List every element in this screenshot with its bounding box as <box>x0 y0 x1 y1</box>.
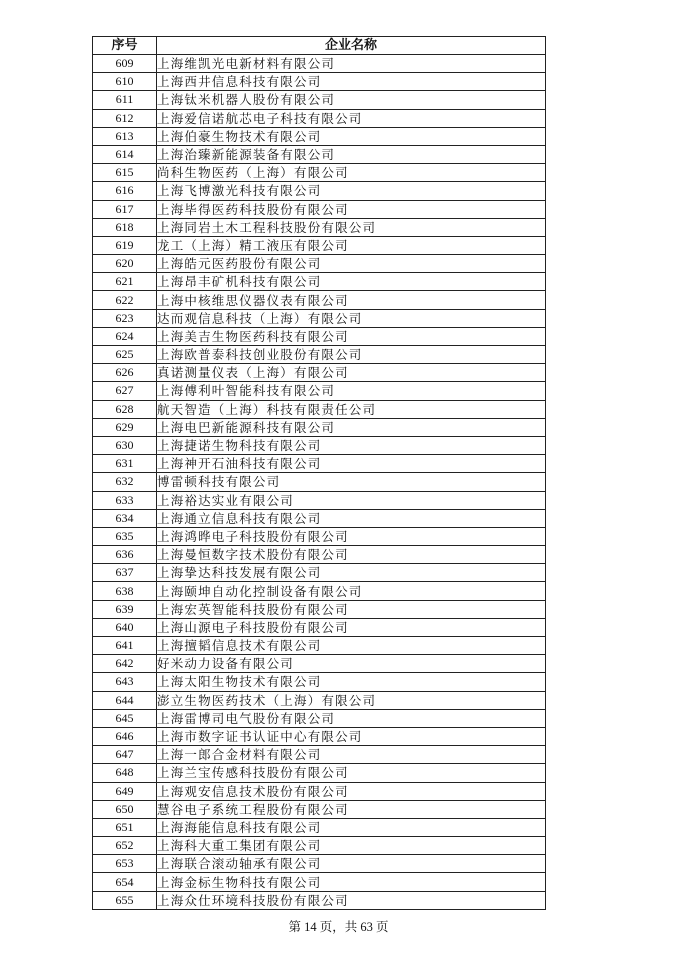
table-row <box>93 164 546 182</box>
table-row <box>93 873 546 891</box>
company-table <box>92 36 546 910</box>
row-index: 633 <box>93 491 157 509</box>
row-company-name: 上海擅韬信息技术有限公司 <box>157 637 546 655</box>
row-index: 625 <box>93 346 157 364</box>
row-index: 634 <box>93 509 157 527</box>
row-index: 629 <box>93 418 157 436</box>
row-index: 624 <box>93 327 157 345</box>
row-company-name: 上海傅利叶智能科技有限公司 <box>157 382 546 400</box>
table-row <box>93 418 546 436</box>
row-company-name: 慧谷电子系统工程股份有限公司 <box>157 800 546 818</box>
table-row <box>93 564 546 582</box>
table-row <box>93 637 546 655</box>
row-index: 651 <box>93 818 157 836</box>
row-company-name: 上海捷诺生物科技有限公司 <box>157 436 546 454</box>
table-row <box>93 527 546 545</box>
table-row <box>93 364 546 382</box>
row-index: 623 <box>93 309 157 327</box>
row-index: 632 <box>93 473 157 491</box>
row-index: 620 <box>93 255 157 273</box>
row-index: 638 <box>93 582 157 600</box>
row-index: 655 <box>93 891 157 909</box>
table-row <box>93 673 546 691</box>
row-company-name: 真诺测量仪表（上海）有限公司 <box>157 364 546 382</box>
row-company-name: 上海同岩土木工程科技股份有限公司 <box>157 218 546 236</box>
row-company-name: 上海昂丰矿机科技有限公司 <box>157 273 546 291</box>
header-company-name: 企业名称 <box>157 37 546 55</box>
row-index: 630 <box>93 436 157 454</box>
row-company-name: 上海众仕环境科技股份有限公司 <box>157 891 546 909</box>
row-company-name: 澎立生物医药技术（上海）有限公司 <box>157 691 546 709</box>
row-company-name: 上海通立信息科技有限公司 <box>157 509 546 527</box>
row-index: 617 <box>93 200 157 218</box>
row-index: 628 <box>93 400 157 418</box>
table-row <box>93 655 546 673</box>
row-index: 613 <box>93 127 157 145</box>
row-company-name: 上海宏英智能科技股份有限公司 <box>157 600 546 618</box>
row-index: 648 <box>93 764 157 782</box>
row-company-name: 上海海能信息科技有限公司 <box>157 818 546 836</box>
row-company-name: 上海钛米机器人股份有限公司 <box>157 91 546 109</box>
table-row <box>93 473 546 491</box>
row-company-name: 上海伯豪生物技术有限公司 <box>157 127 546 145</box>
row-index: 614 <box>93 145 157 163</box>
table-row <box>93 91 546 109</box>
row-index: 611 <box>93 91 157 109</box>
table-header-row <box>93 37 546 55</box>
row-index: 639 <box>93 600 157 618</box>
table-row <box>93 691 546 709</box>
row-index: 616 <box>93 182 157 200</box>
row-company-name: 上海电巴新能源科技有限公司 <box>157 418 546 436</box>
row-index: 615 <box>93 164 157 182</box>
table-row <box>93 618 546 636</box>
table-row <box>93 491 546 509</box>
row-index: 636 <box>93 546 157 564</box>
row-company-name: 上海科大重工集团有限公司 <box>157 837 546 855</box>
table-row <box>93 309 546 327</box>
row-company-name: 尚科生物医药（上海）有限公司 <box>157 164 546 182</box>
table-row <box>93 273 546 291</box>
table-row <box>93 546 546 564</box>
table-row <box>93 200 546 218</box>
table-row <box>93 236 546 254</box>
table-row <box>93 218 546 236</box>
row-company-name: 上海颐坤自动化控制设备有限公司 <box>157 582 546 600</box>
row-company-name: 上海雷博司电气股份有限公司 <box>157 709 546 727</box>
table-row <box>93 800 546 818</box>
row-company-name: 上海一郎合金材料有限公司 <box>157 746 546 764</box>
table-row <box>93 891 546 909</box>
row-company-name: 上海神开石油科技有限公司 <box>157 455 546 473</box>
row-company-name: 上海金标生物科技有限公司 <box>157 873 546 891</box>
row-index: 642 <box>93 655 157 673</box>
row-index: 637 <box>93 564 157 582</box>
row-index: 610 <box>93 73 157 91</box>
row-index: 631 <box>93 455 157 473</box>
row-index: 653 <box>93 855 157 873</box>
row-company-name: 上海治臻新能源装备有限公司 <box>157 145 546 163</box>
row-company-name: 上海市数字证书认证中心有限公司 <box>157 727 546 745</box>
row-index: 626 <box>93 364 157 382</box>
table-row <box>93 746 546 764</box>
table-row <box>93 109 546 127</box>
row-index: 627 <box>93 382 157 400</box>
row-index: 619 <box>93 236 157 254</box>
row-index: 645 <box>93 709 157 727</box>
row-company-name: 达而观信息科技（上海）有限公司 <box>157 309 546 327</box>
row-company-name: 上海曼恒数字技术股份有限公司 <box>157 546 546 564</box>
row-company-name: 博雷顿科技有限公司 <box>157 473 546 491</box>
row-index: 650 <box>93 800 157 818</box>
row-index: 618 <box>93 218 157 236</box>
row-index: 644 <box>93 691 157 709</box>
row-company-name: 上海观安信息技术股份有限公司 <box>157 782 546 800</box>
header-index: 序号 <box>93 37 157 55</box>
row-index: 654 <box>93 873 157 891</box>
table-row <box>93 291 546 309</box>
page-footer: 第 14 页，共 63 页 <box>288 920 389 934</box>
table-row <box>93 145 546 163</box>
row-company-name: 上海中核维思仪器仪表有限公司 <box>157 291 546 309</box>
table-row <box>93 73 546 91</box>
table-row <box>93 782 546 800</box>
row-index: 621 <box>93 273 157 291</box>
table-row <box>93 127 546 145</box>
table-row <box>93 255 546 273</box>
table-row <box>93 709 546 727</box>
row-company-name: 上海联合滚动轴承有限公司 <box>157 855 546 873</box>
table-row <box>93 436 546 454</box>
row-company-name: 龙工（上海）精工液压有限公司 <box>157 236 546 254</box>
company-list-sheet <box>92 36 545 910</box>
row-company-name: 上海皓元医药股份有限公司 <box>157 255 546 273</box>
row-index: 646 <box>93 727 157 745</box>
table-row <box>93 582 546 600</box>
table-row <box>93 327 546 345</box>
row-company-name: 航天智造（上海）科技有限责任公司 <box>157 400 546 418</box>
row-index: 641 <box>93 637 157 655</box>
row-company-name: 上海毕得医药科技股份有限公司 <box>157 200 546 218</box>
table-row <box>93 855 546 873</box>
table-row <box>93 727 546 745</box>
table-row <box>93 346 546 364</box>
row-company-name: 上海太阳生物技术有限公司 <box>157 673 546 691</box>
row-index: 635 <box>93 527 157 545</box>
table-row <box>93 55 546 73</box>
row-company-name: 上海裕达实业有限公司 <box>157 491 546 509</box>
table-row <box>93 382 546 400</box>
table-row <box>93 818 546 836</box>
row-index: 649 <box>93 782 157 800</box>
row-index: 652 <box>93 837 157 855</box>
row-company-name: 好米动力设备有限公司 <box>157 655 546 673</box>
table-row <box>93 600 546 618</box>
row-index: 612 <box>93 109 157 127</box>
row-company-name: 上海山源电子科技股份有限公司 <box>157 618 546 636</box>
row-index: 622 <box>93 291 157 309</box>
row-company-name: 上海维凯光电新材料有限公司 <box>157 55 546 73</box>
row-company-name: 上海爱信诺航芯电子科技有限公司 <box>157 109 546 127</box>
table-body <box>93 55 546 910</box>
table-row <box>93 509 546 527</box>
row-company-name: 上海挚达科技发展有限公司 <box>157 564 546 582</box>
row-index: 647 <box>93 746 157 764</box>
row-company-name: 上海西井信息科技有限公司 <box>157 73 546 91</box>
row-company-name: 上海兰宝传感科技股份有限公司 <box>157 764 546 782</box>
row-index: 643 <box>93 673 157 691</box>
row-index: 609 <box>93 55 157 73</box>
row-index: 640 <box>93 618 157 636</box>
table-row <box>93 455 546 473</box>
row-company-name: 上海鸿晔电子科技股份有限公司 <box>157 527 546 545</box>
table-row <box>93 182 546 200</box>
table-row <box>93 400 546 418</box>
row-company-name: 上海飞博激光科技有限公司 <box>157 182 546 200</box>
row-company-name: 上海美吉生物医药科技有限公司 <box>157 327 546 345</box>
table-row <box>93 837 546 855</box>
table-row <box>93 764 546 782</box>
row-company-name: 上海欧普泰科技创业股份有限公司 <box>157 346 546 364</box>
